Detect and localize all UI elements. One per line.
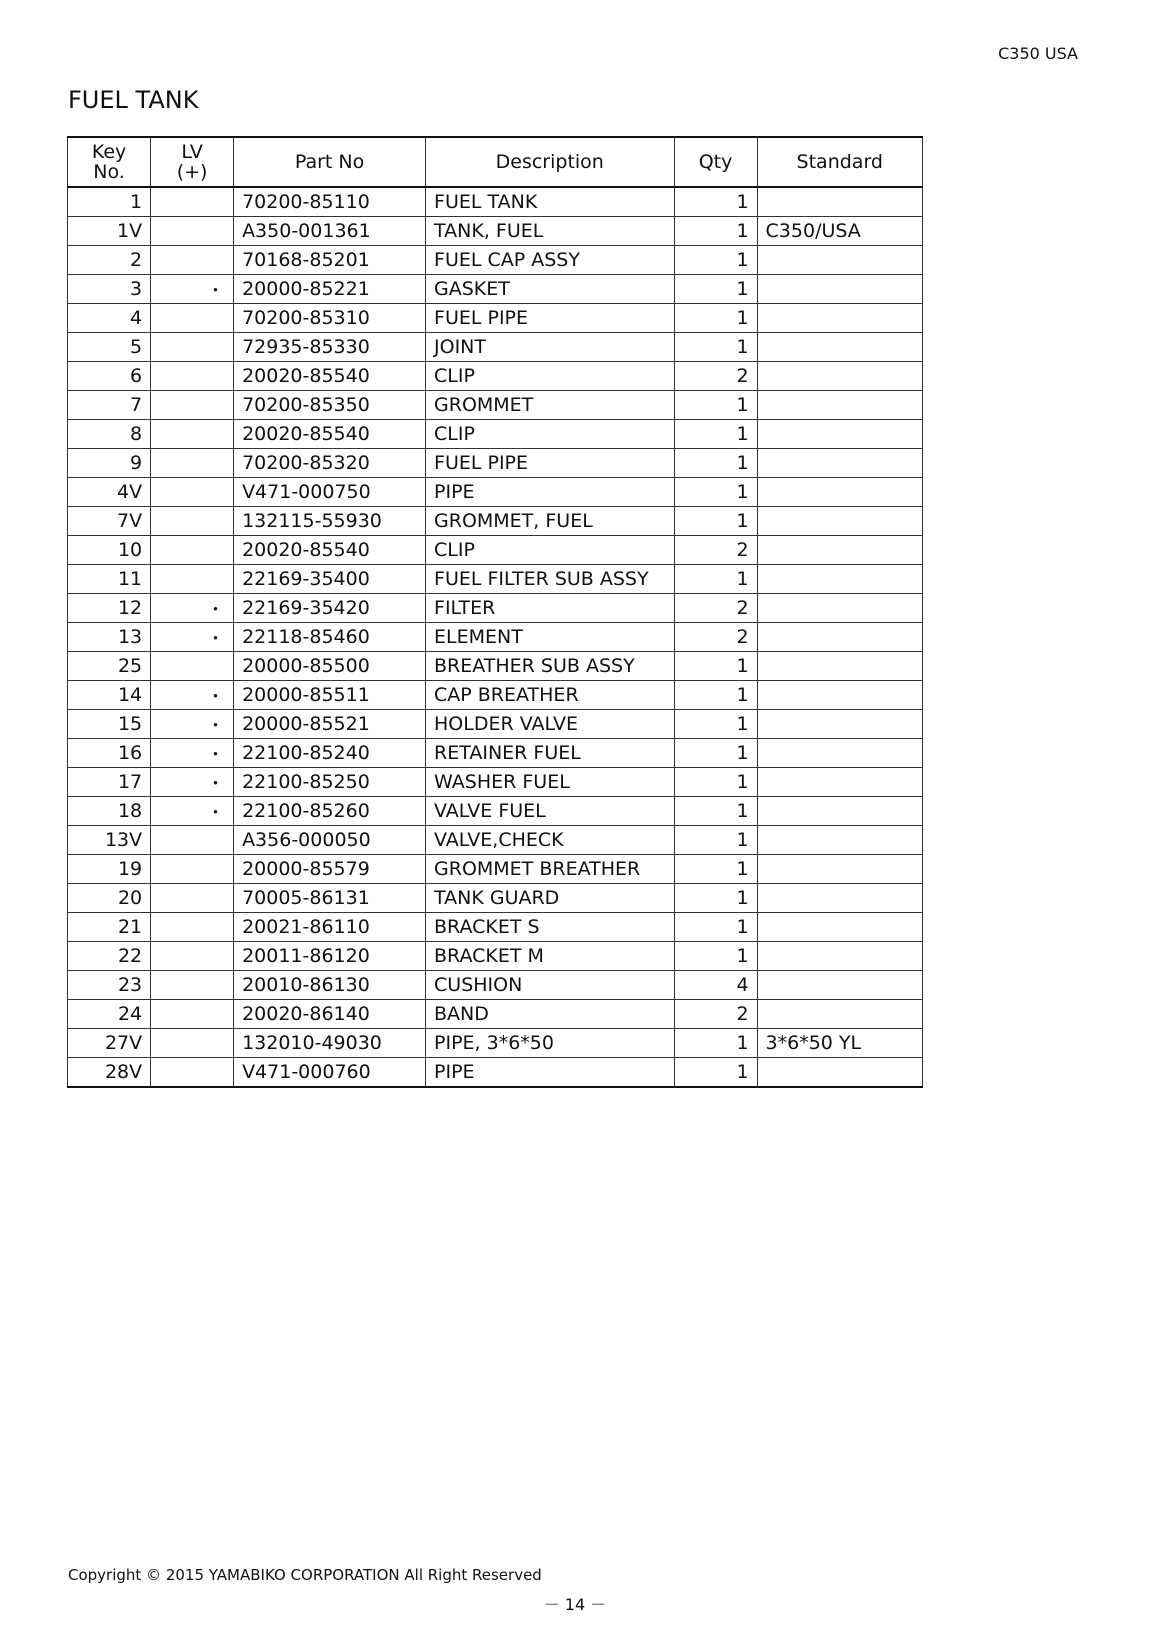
cell-description: CLIP [426, 362, 674, 391]
cell-description: BAND [426, 1000, 674, 1029]
cell-part-no: 20020-85540 [234, 536, 426, 565]
cell-description: PIPE, 3*6*50 [426, 1029, 674, 1058]
cell-standard [757, 391, 922, 420]
cell-standard [757, 797, 922, 826]
cell-qty: 1 [674, 1029, 757, 1058]
table-row [68, 1029, 923, 1058]
cell-qty: 1 [674, 420, 757, 449]
cell-standard [757, 623, 922, 652]
cell-key-no: 24 [68, 1000, 151, 1029]
cell-key-no: 8 [68, 420, 151, 449]
cell-lv [151, 391, 234, 420]
cell-description: FUEL FILTER SUB ASSY [426, 565, 674, 594]
cell-key-no: 1 [68, 187, 151, 217]
cell-description: RETAINER FUEL [426, 739, 674, 768]
cell-key-no: 11 [68, 565, 151, 594]
cell-qty: 1 [674, 304, 757, 333]
cell-key-no: 27V [68, 1029, 151, 1058]
cell-lv [151, 187, 234, 217]
table-row [68, 623, 923, 652]
cell-part-no: 70200-85310 [234, 304, 426, 333]
column-header-lv-line1: LV [181, 141, 203, 163]
cell-key-no: 10 [68, 536, 151, 565]
cell-lv [151, 420, 234, 449]
cell-standard [757, 971, 922, 1000]
cell-standard [757, 826, 922, 855]
header-row [68, 137, 923, 187]
cell-qty: 1 [674, 565, 757, 594]
cell-standard [757, 362, 922, 391]
cell-standard [757, 275, 922, 304]
cell-qty: 2 [674, 594, 757, 623]
cell-standard [757, 420, 922, 449]
cell-part-no: 20021-86110 [234, 913, 426, 942]
cell-key-no: 1V [68, 217, 151, 246]
cell-lv [151, 1000, 234, 1029]
cell-part-no: 20000-85511 [234, 681, 426, 710]
cell-description: FUEL TANK [426, 187, 674, 217]
cell-qty: 4 [674, 971, 757, 1000]
cell-part-no: 20020-85540 [234, 420, 426, 449]
cell-lv: ・ [151, 739, 234, 768]
cell-key-no: 2 [68, 246, 151, 275]
cell-key-no: 13 [68, 623, 151, 652]
cell-lv [151, 536, 234, 565]
cell-qty: 1 [674, 449, 757, 478]
cell-standard [757, 884, 922, 913]
cell-key-no: 4 [68, 304, 151, 333]
column-header-standard: Standard [757, 137, 922, 187]
cell-description: VALVE,CHECK [426, 826, 674, 855]
cell-key-no: 23 [68, 971, 151, 1000]
table-row [68, 565, 923, 594]
cell-part-no: 20020-86140 [234, 1000, 426, 1029]
cell-key-no: 3 [68, 275, 151, 304]
cell-lv: ・ [151, 768, 234, 797]
cell-lv [151, 913, 234, 942]
cell-description: BREATHER SUB ASSY [426, 652, 674, 681]
cell-lv [151, 507, 234, 536]
cell-lv [151, 449, 234, 478]
cell-description: CLIP [426, 420, 674, 449]
cell-part-no: 20000-85579 [234, 855, 426, 884]
cell-qty: 1 [674, 652, 757, 681]
cell-key-no: 12 [68, 594, 151, 623]
cell-standard [757, 594, 922, 623]
cell-lv: ・ [151, 681, 234, 710]
column-header-part-no: Part No [234, 137, 426, 187]
cell-description: FILTER [426, 594, 674, 623]
parts-table-body [68, 187, 923, 1087]
cell-qty: 2 [674, 536, 757, 565]
table-row [68, 942, 923, 971]
cell-description: ELEMENT [426, 623, 674, 652]
cell-key-no: 16 [68, 739, 151, 768]
cell-qty: 1 [674, 826, 757, 855]
cell-lv [151, 826, 234, 855]
cell-standard [757, 565, 922, 594]
table-row [68, 536, 923, 565]
table-row [68, 246, 923, 275]
cell-key-no: 15 [68, 710, 151, 739]
cell-key-no: 17 [68, 768, 151, 797]
cell-description: CAP BREATHER [426, 681, 674, 710]
cell-part-no: 70200-85350 [234, 391, 426, 420]
cell-lv [151, 217, 234, 246]
table-row [68, 797, 923, 826]
cell-part-no: 22100-85260 [234, 797, 426, 826]
cell-lv: ・ [151, 623, 234, 652]
table-row [68, 391, 923, 420]
cell-key-no: 5 [68, 333, 151, 362]
table-row [68, 855, 923, 884]
cell-lv: ・ [151, 797, 234, 826]
cell-lv [151, 1029, 234, 1058]
cell-standard [757, 739, 922, 768]
cell-standard [757, 768, 922, 797]
cell-key-no: 28V [68, 1058, 151, 1088]
cell-part-no: 20000-85221 [234, 275, 426, 304]
table-row [68, 449, 923, 478]
table-row [68, 826, 923, 855]
table-row [68, 681, 923, 710]
cell-part-no: 70168-85201 [234, 246, 426, 275]
cell-lv: ・ [151, 594, 234, 623]
page-number: － 14 － [543, 1595, 607, 1614]
cell-part-no: 70200-85320 [234, 449, 426, 478]
table-row [68, 275, 923, 304]
column-header-key-line2: No. [93, 161, 125, 183]
cell-part-no: 22100-85240 [234, 739, 426, 768]
table-row [68, 739, 923, 768]
cell-part-no: V471-000750 [234, 478, 426, 507]
cell-description: VALVE FUEL [426, 797, 674, 826]
cell-qty: 1 [674, 797, 757, 826]
cell-description: GASKET [426, 275, 674, 304]
cell-part-no: 20011-86120 [234, 942, 426, 971]
cell-key-no: 9 [68, 449, 151, 478]
cell-qty: 1 [674, 681, 757, 710]
cell-key-no: 22 [68, 942, 151, 971]
cell-qty: 1 [674, 855, 757, 884]
cell-part-no: A356-000050 [234, 826, 426, 855]
cell-key-no: 6 [68, 362, 151, 391]
copyright-notice: Copyright © 2015 YAMABIKO CORPORATION All Right Reserved [68, 1566, 542, 1584]
cell-standard [757, 304, 922, 333]
table-row [68, 333, 923, 362]
cell-part-no: 70005-86131 [234, 884, 426, 913]
column-header-key-no [68, 137, 151, 187]
cell-description: GROMMET [426, 391, 674, 420]
cell-standard: C350/USA [757, 217, 922, 246]
cell-part-no: 22169-35400 [234, 565, 426, 594]
cell-description: PIPE [426, 478, 674, 507]
cell-key-no: 21 [68, 913, 151, 942]
cell-qty: 2 [674, 623, 757, 652]
cell-key-no: 25 [68, 652, 151, 681]
model-code: C350 USA [998, 44, 1078, 63]
cell-part-no: A350-001361 [234, 217, 426, 246]
table-row [68, 187, 923, 217]
cell-part-no: 20000-85521 [234, 710, 426, 739]
table-row [68, 217, 923, 246]
cell-standard [757, 1000, 922, 1029]
table-row [68, 971, 923, 1000]
cell-qty: 1 [674, 768, 757, 797]
cell-description: CUSHION [426, 971, 674, 1000]
cell-lv [151, 246, 234, 275]
table-row [68, 507, 923, 536]
cell-lv [151, 884, 234, 913]
cell-qty: 1 [674, 942, 757, 971]
cell-lv [151, 304, 234, 333]
cell-key-no: 14 [68, 681, 151, 710]
cell-lv [151, 362, 234, 391]
cell-description: GROMMET BREATHER [426, 855, 674, 884]
cell-standard [757, 333, 922, 362]
cell-standard [757, 710, 922, 739]
cell-qty: 1 [674, 187, 757, 217]
cell-description: PIPE [426, 1058, 674, 1088]
cell-key-no: 20 [68, 884, 151, 913]
cell-standard [757, 507, 922, 536]
cell-standard [757, 536, 922, 565]
cell-description: FUEL CAP ASSY [426, 246, 674, 275]
table-row [68, 1000, 923, 1029]
table-row [68, 768, 923, 797]
cell-key-no: 7 [68, 391, 151, 420]
cell-description: TANK, FUEL [426, 217, 674, 246]
cell-description: HOLDER VALVE [426, 710, 674, 739]
cell-standard [757, 449, 922, 478]
cell-standard [757, 913, 922, 942]
cell-description: WASHER FUEL [426, 768, 674, 797]
cell-part-no: 22100-85250 [234, 768, 426, 797]
cell-lv [151, 942, 234, 971]
cell-qty: 2 [674, 1000, 757, 1029]
cell-key-no: 7V [68, 507, 151, 536]
table-row [68, 1058, 923, 1088]
cell-lv [151, 1058, 234, 1088]
cell-key-no: 18 [68, 797, 151, 826]
table-row [68, 478, 923, 507]
cell-key-no: 13V [68, 826, 151, 855]
column-header-lv [151, 137, 234, 187]
table-row [68, 884, 923, 913]
cell-qty: 1 [674, 739, 757, 768]
cell-standard [757, 855, 922, 884]
table-row [68, 420, 923, 449]
cell-part-no: 20010-86130 [234, 971, 426, 1000]
cell-part-no: 20000-85500 [234, 652, 426, 681]
cell-standard [757, 942, 922, 971]
table-row [68, 304, 923, 333]
cell-qty: 1 [674, 275, 757, 304]
cell-lv [151, 333, 234, 362]
parts-table-header [68, 137, 923, 187]
parts-table [67, 136, 923, 1088]
cell-standard [757, 1058, 922, 1088]
cell-lv [151, 855, 234, 884]
cell-lv [151, 478, 234, 507]
cell-standard [757, 478, 922, 507]
table-row [68, 594, 923, 623]
cell-description: BRACKET S [426, 913, 674, 942]
cell-part-no: V471-000760 [234, 1058, 426, 1088]
page-title: FUEL TANK [68, 86, 199, 114]
column-header-description: Description [426, 137, 674, 187]
cell-lv [151, 971, 234, 1000]
cell-description: FUEL PIPE [426, 449, 674, 478]
cell-key-no: 19 [68, 855, 151, 884]
table-row [68, 710, 923, 739]
cell-lv [151, 565, 234, 594]
cell-qty: 2 [674, 362, 757, 391]
cell-qty: 1 [674, 913, 757, 942]
cell-part-no: 132010-49030 [234, 1029, 426, 1058]
cell-description: CLIP [426, 536, 674, 565]
table-row [68, 652, 923, 681]
cell-description: FUEL PIPE [426, 304, 674, 333]
cell-description: JOINT [426, 333, 674, 362]
table-row [68, 362, 923, 391]
column-header-key-line1: Key [91, 141, 127, 163]
cell-description: GROMMET, FUEL [426, 507, 674, 536]
cell-standard [757, 187, 922, 217]
cell-qty: 1 [674, 710, 757, 739]
cell-standard [757, 681, 922, 710]
cell-part-no: 72935-85330 [234, 333, 426, 362]
column-header-lv-line2: (+) [176, 161, 208, 183]
table-row [68, 913, 923, 942]
cell-part-no: 70200-85110 [234, 187, 426, 217]
cell-description: BRACKET M [426, 942, 674, 971]
column-header-qty: Qty [674, 137, 757, 187]
cell-part-no: 132115-55930 [234, 507, 426, 536]
cell-qty: 1 [674, 217, 757, 246]
cell-qty: 1 [674, 246, 757, 275]
cell-part-no: 22118-85460 [234, 623, 426, 652]
cell-qty: 1 [674, 1058, 757, 1088]
cell-qty: 1 [674, 507, 757, 536]
cell-description: TANK GUARD [426, 884, 674, 913]
cell-part-no: 20020-85540 [234, 362, 426, 391]
cell-standard [757, 652, 922, 681]
cell-qty: 1 [674, 478, 757, 507]
cell-lv [151, 652, 234, 681]
cell-standard [757, 246, 922, 275]
cell-lv: ・ [151, 710, 234, 739]
cell-qty: 1 [674, 884, 757, 913]
cell-qty: 1 [674, 391, 757, 420]
cell-qty: 1 [674, 333, 757, 362]
cell-standard: 3*6*50 YL [757, 1029, 922, 1058]
cell-part-no: 22169-35420 [234, 594, 426, 623]
cell-lv: ・ [151, 275, 234, 304]
cell-key-no: 4V [68, 478, 151, 507]
